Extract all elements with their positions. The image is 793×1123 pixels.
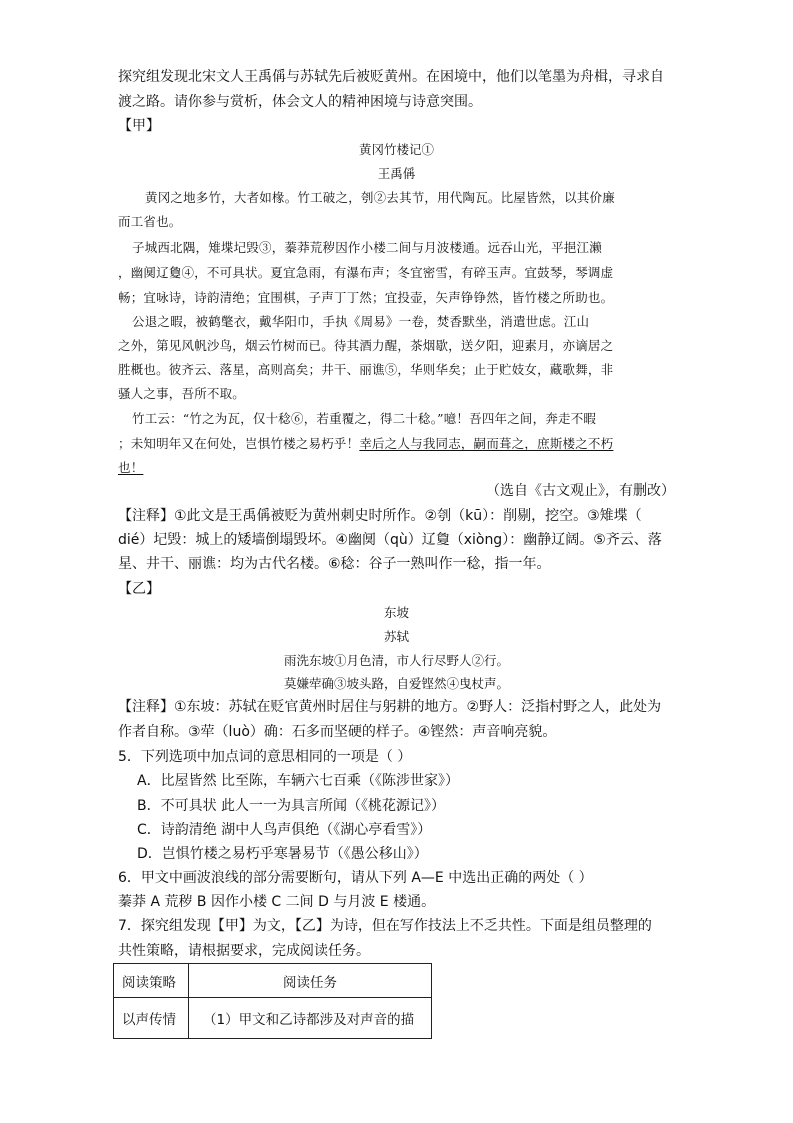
table-header-task: 阅读任务 [189,964,432,998]
q5-option-c: C．诗韵清绝 湖中人鸟声俱绝（《湖心亭看雪》） [137,822,432,838]
jia-notes-line-2: dié）圮毁：城上的矮墙倒塌毁坏。④幽阒（qù）辽敻（xiòng）：幽静辽阔。⑤齐云、落 [118,532,662,548]
jia-p3-line-3: 胜概也。彼齐云、落星，高则高矣；井干、丽谯⑤，华则华矣；止于贮妓女，藏歌舞，非 [118,362,614,377]
table-cell-strategy: 以声传情 [114,998,189,1039]
jia-p2-line-3: 畅；宜咏诗，诗韵清绝；宜围棋，子声丁丁然；宜投壶，矢声铮铮然，皆竹楼之所助也。 [118,290,614,305]
yi-poem-line-1: 雨洗东坡①月色清，市人行尽野人②行。 [283,653,509,668]
intro-line-2: 渡之路。请你参与赏析，体会文人的精神困境与诗意突围。 [118,94,482,110]
yi-poem-line-2: 莫嫌荦确③坡头路，自爱铿然④曳杖声。 [283,676,509,691]
jia-marker: 【甲】 [118,118,160,134]
jia-p3-line-4: 骚人之事，吾所不取。 [118,386,246,401]
jia-p4-line-2-text: ；未知明年又在何处，岂惧竹楼之易朽乎！ [118,436,360,451]
yi-marker: 【乙】 [118,581,160,597]
q5-option-a: A．比屋皆然 比至陈，车辆六七百乘（《陈涉世家》） [137,773,460,789]
jia-p2-line-1: 子城西北隅，雉堞圮毁③，蓁莽荒秽因作小楼二间与月波楼通。远吞山光，平挹江濑 [132,240,602,255]
jia-p4-underlined-text: 幸后之人与我同志，嗣而葺之，庶斯楼之不朽 [359,436,614,451]
jia-notes-line-1: 【注释】①此文是王禹偁被贬为黄州刺史时所作。②刳（kū）：削剔，挖空。③雉堞（ [118,508,642,524]
table-row [114,998,432,1039]
yi-author: 苏轼 [383,629,409,644]
jia-p3-line-1: 公退之暇，被鹤氅衣，戴华阳巾，手执《周易》一卷，焚香默坐，消遣世虑。江山 [132,314,590,329]
q6-stem: 6．甲文中画波浪线的部分需要断句，请从下列 A—E 中选出正确的两处（ ） [118,870,593,886]
q5-option-d: D．岂惧竹楼之易朽乎寒暑易节（《愚公移山》） [137,846,428,862]
q5-option-b: B．不可具状 此人一一为具言所闻（《桃花源记》） [137,798,446,814]
table-header-row [114,964,432,998]
q7-line-2: 共性策略，请根据要求，完成阅读任务。 [118,943,370,959]
jia-p3-line-2: 之外，第见风帆沙鸟，烟云竹树而已。待其酒力醒，茶烟歇，送夕阳，迎素月，亦谪居之 [118,338,614,353]
jia-p1-line-1: 黄冈之地多竹，大者如椽。竹工破之，刳②去其节，用代陶瓦。比屋皆然，以其价廉 [145,190,615,205]
jia-title: 黄冈竹楼记① [358,142,434,157]
q5-stem: 5．下列选项中加点词的意思相同的一项是（ ） [118,749,412,765]
jia-notes-line-3: 星、井干、丽谯：均为古代名楼。⑥稔：谷子一熟叫作一稔，指一年。 [118,556,551,572]
jia-p4-line-2 [118,434,613,452]
yi-title: 东坡 [383,605,409,620]
yi-notes-line-1: 【注释】①东坡：苏轼在贬官黄州时居住与躬耕的地方。②野人：泛指村野之人，此处为 [118,699,662,715]
jia-p2-line-2: ，幽阒辽敻④，不可具状。夏宜急雨，有瀑布声；冬宜密雪，有碎玉声。宜鼓琴，琴调虚 [118,265,614,280]
reading-strategy-table [113,963,432,1039]
q7-line-1: 7．探究组发现【甲】为文，【乙】为诗，但在写作技法上不乏共性。下面是组员整理的 [118,918,652,934]
table-cell-task: （1）甲文和乙诗都涉及对声音的描 [189,998,432,1039]
jia-p1-line-2: 而工省也。 [118,214,182,229]
intro-line-1: 探究组发现北宋文人王禹偁与苏轼先后被贬黄州。在困境中，他们以笔墨为舟楫，寻求自 [118,69,664,85]
q6-options: 蓁莽 A 荒秽 B 因作小楼 C 二间 D 与月波 E 楼通。 [118,894,436,910]
jia-author: 王禹偁 [377,166,416,181]
yi-notes-line-2: 作者自称。③荦（luò）确：石多而坚硬的样子。④铿然：声音响亮貌。 [118,724,557,740]
jia-p4-line-3: 也！ [118,460,144,475]
table-header-strategy: 阅读策略 [114,964,189,998]
jia-p4-line-1: 竹工云：“竹之为瓦，仅十稔⑥，若重覆之，得二十稔。”噫！吾四年之间，奔走不暇 [132,411,597,426]
jia-source: （选自《古文观止》，有删改） [486,483,675,499]
